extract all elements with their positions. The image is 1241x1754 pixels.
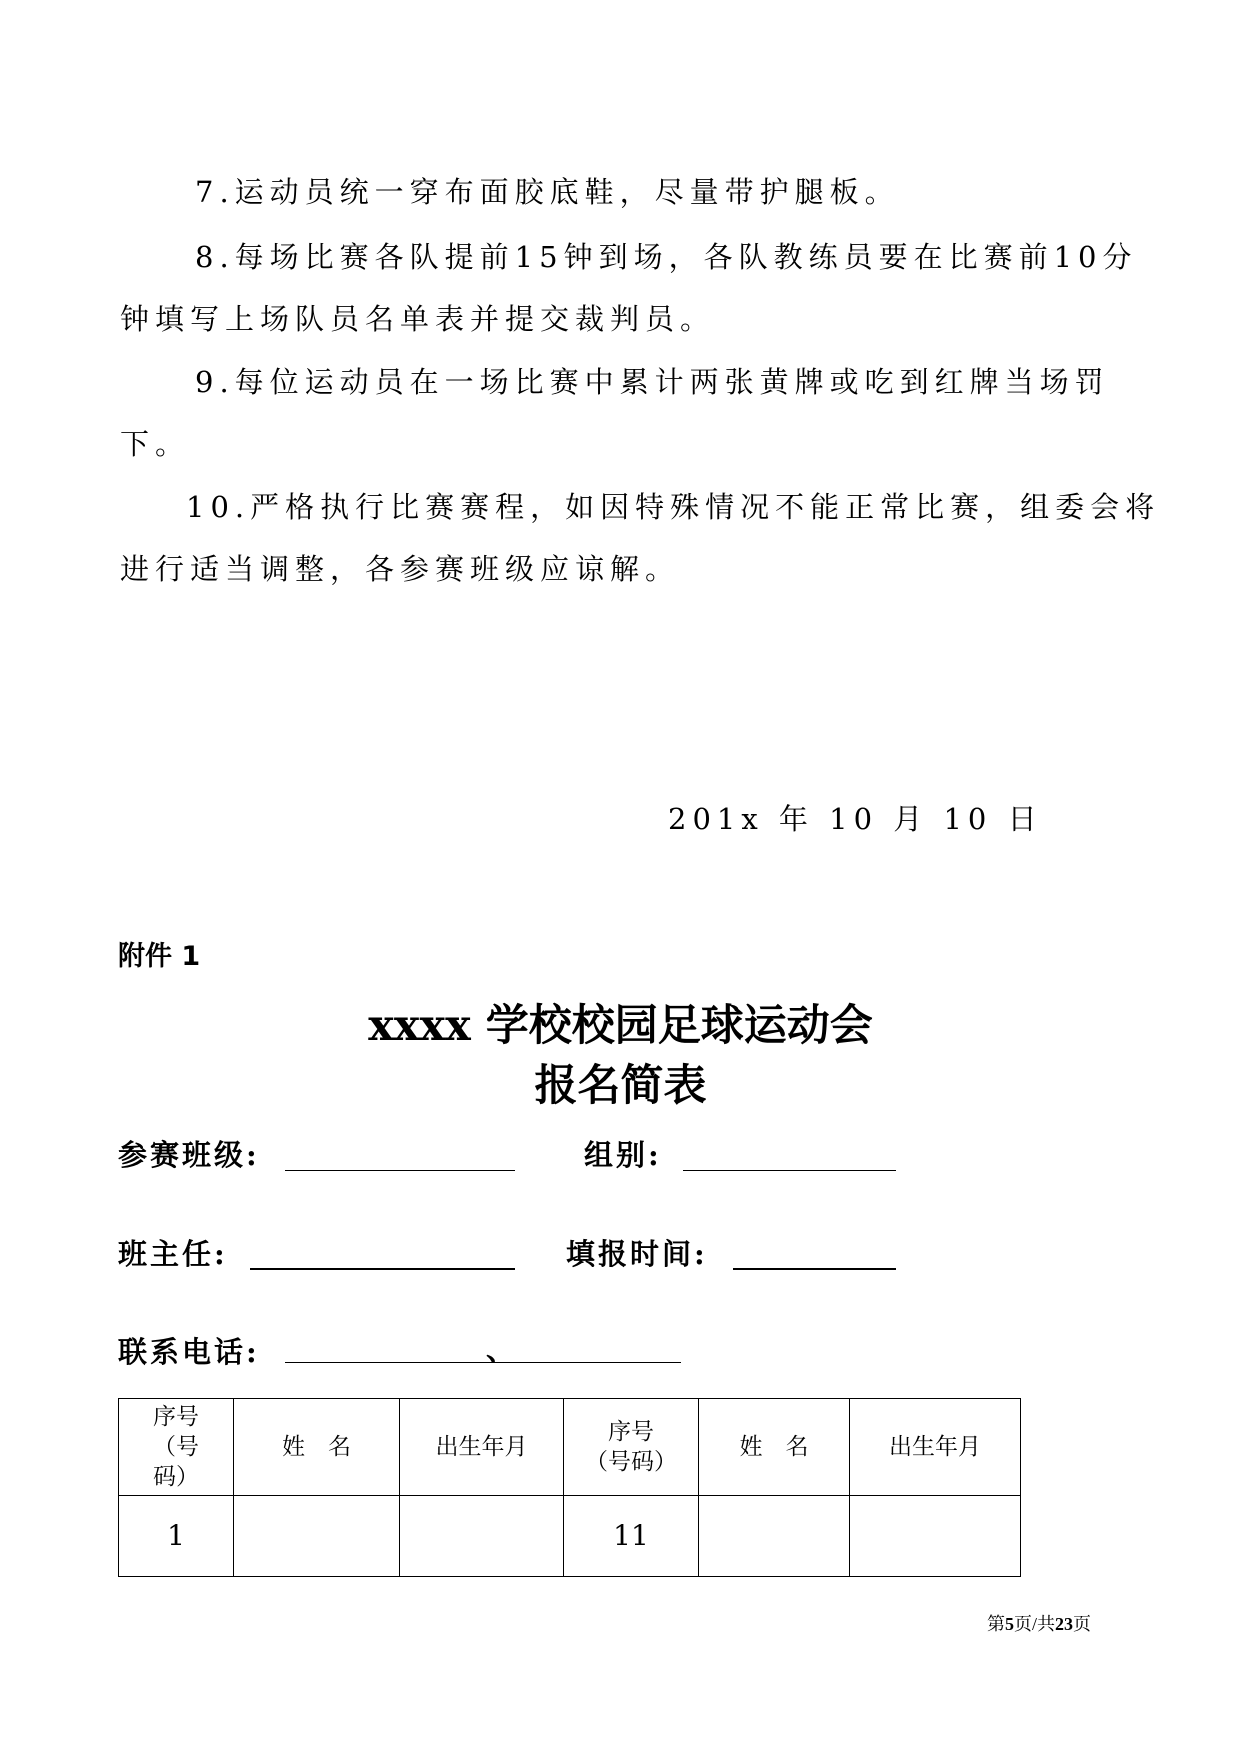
header-name: 姓 名 (234, 1399, 400, 1496)
issue-date: 201x 年 10 月 10 日 (668, 802, 1043, 836)
rule-10-line2: 进行适当调整，各参赛班级应谅解。 (120, 552, 681, 586)
row-name[interactable] (234, 1496, 400, 1577)
group-label: 组别: (584, 1138, 662, 1172)
phone-separator: 、 (486, 1333, 516, 1367)
fill-date-field[interactable] (733, 1268, 896, 1270)
fill-date-label: 填报时间: (566, 1237, 708, 1271)
row-birth-2[interactable] (850, 1496, 1021, 1577)
header-number: 序号 （号 码） (119, 1399, 234, 1496)
phone-label: 联系电话: (118, 1335, 260, 1369)
rule-8-line1: 8.每场比赛各队提前15钟到场，各队教练员要在比赛前10分 (195, 240, 1138, 274)
header-birth-2: 出生年月 (850, 1399, 1021, 1496)
header-name-2: 姓 名 (699, 1399, 850, 1496)
phone-field[interactable] (285, 1362, 681, 1363)
header-birth: 出生年月 (400, 1399, 564, 1496)
group-field[interactable] (683, 1170, 896, 1171)
rule-9-line2: 下。 (120, 427, 191, 461)
form-title: xxxx 学校校园足球运动会 (368, 1001, 873, 1051)
registration-table (118, 1398, 1021, 1577)
row-number: 1 (119, 1496, 234, 1577)
rule-10-line1: 10.严格执行比赛赛程，如因特殊情况不能正常比赛，组委会将 (186, 490, 1161, 524)
form-subtitle: 报名简表 (534, 1061, 707, 1111)
teacher-field[interactable] (250, 1268, 515, 1270)
row-name-2[interactable] (699, 1496, 850, 1577)
table-row (119, 1496, 1021, 1577)
teacher-label: 班主任: (118, 1237, 228, 1271)
class-field[interactable] (285, 1170, 515, 1171)
rule-7: 7.运动员统一穿布面胶底鞋，尽量带护腿板。 (195, 175, 900, 209)
current-page: 5 (1004, 1614, 1014, 1634)
table-header-row (119, 1399, 1021, 1496)
attachment-label: 附件 1 (118, 941, 201, 972)
row-number-2: 11 (564, 1496, 699, 1577)
rule-9-line1: 9.每位运动员在一场比赛中累计两张黄牌或吃到红牌当场罚 (195, 365, 1110, 399)
page-footer: 第5页/共23页 (986, 1614, 1091, 1634)
class-label: 参赛班级: (118, 1138, 260, 1172)
header-number-2: 序号 （号码） (564, 1399, 699, 1496)
total-pages: 23 (1055, 1614, 1073, 1634)
rule-8-line2: 钟填写上场队员名单表并提交裁判员。 (120, 302, 716, 336)
row-birth[interactable] (400, 1496, 564, 1577)
